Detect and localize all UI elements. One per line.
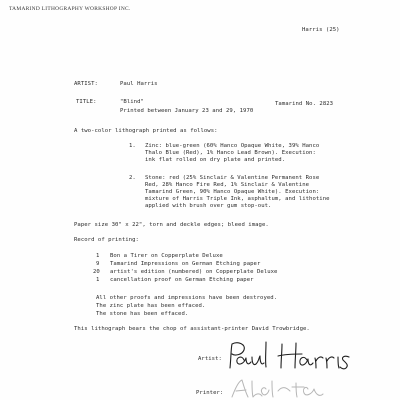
item-line: mixture of Harris Triple Ink, asphaltum, and lithotine — [145, 196, 330, 202]
record-desc: cancellation proof on German Etching paper — [110, 277, 254, 283]
item-line: Tamarind Green, 90% Hanco Opaque White). Execution: — [145, 189, 320, 195]
print-title: "Blind" — [120, 99, 144, 105]
item-line: Zinc: blue-green (60% Hanco Opaque White, 39% Hanco — [145, 143, 320, 149]
paper-size-line: Paper size 30" x 22", torn and deckle edges; bleed image. — [74, 222, 269, 228]
item-line: ink flat rolled on dry plate and printed. — [145, 157, 286, 163]
artist-name: Paul Harris — [120, 81, 158, 87]
item-line: Stone: red (25% Sinclair & Valentine Permanent Rose — [145, 175, 320, 181]
tamarind-number: Tamarind No. 2823 — [275, 101, 334, 107]
record-qty: 1 — [96, 253, 100, 259]
artist-label: ARTIST: — [74, 81, 98, 87]
item-line: Red, 28% Hanco Fire Red, 1% Sinclair & Valentine — [145, 182, 310, 188]
closing-line: The stone has been effaced. — [96, 311, 189, 317]
document-reference: Harris (25) — [302, 27, 340, 33]
workshop-letterhead: TAMARIND LITHOGRAPHY WORKSHOP INC. — [9, 6, 131, 12]
record-qty: 1 — [96, 277, 100, 283]
item-number: 1. — [129, 143, 136, 149]
record-qty: 9 — [96, 261, 100, 267]
printer-signature-label: Printer: — [196, 390, 224, 396]
record-desc: Tamarind Impressions on German Etching paper — [110, 261, 261, 267]
printer-signature — [226, 377, 326, 399]
record-qty: 20 — [93, 269, 100, 275]
closing-line: All other proofs and impressions have been destroyed. — [96, 295, 278, 301]
item-line: Thalo Blue (Red), 1% Hanco Lead Brown). Execution: — [145, 150, 316, 156]
artist-signature — [222, 338, 354, 372]
record-desc: artist's edition (numbered) on Copperplate Deluxe — [110, 269, 278, 275]
closing-line: The zinc plate has been effaced. — [96, 303, 206, 309]
record-heading: Record of printing: — [74, 237, 139, 243]
artist-signature-label: Artist: — [198, 356, 222, 362]
intro-line: A two-color lithograph printed as follows: — [74, 128, 218, 134]
chop-note: This lithograph bears the chop of assistant-printer David Trowbridge. — [74, 326, 310, 332]
printing-dates: Printed between January 23 and 29, 1970 — [120, 108, 254, 114]
record-desc: Bon a Tirer on Copperplate Deluxe — [110, 253, 223, 259]
title-label: TITLE: — [76, 99, 97, 105]
item-number: 2. — [129, 175, 136, 181]
item-line: applied with brush over gum stop-out. — [145, 203, 272, 209]
